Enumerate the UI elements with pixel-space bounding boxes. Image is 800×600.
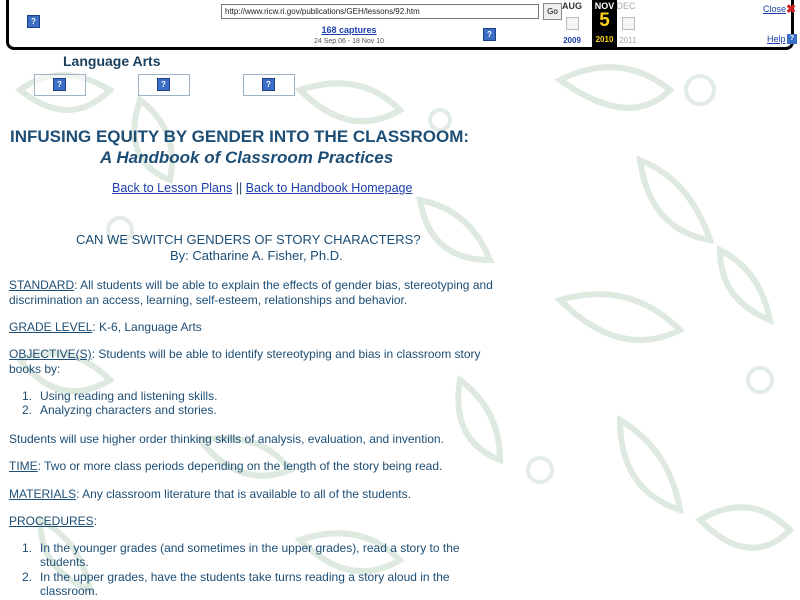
month-current: NOV [594,1,615,11]
list-item: 1. Using reading and listening skills. [22,389,218,403]
back-to-handbook-link[interactable]: Back to Handbook Homepage [245,181,413,195]
procedures-label: PROCEDURES [9,514,94,528]
close-link[interactable]: Close [763,4,787,14]
wayback-logo-icon[interactable]: ? [27,15,40,28]
captures-date-range: 24 Sep 06 - 18 Nov 10 [313,38,385,45]
missing-image-icon: ? [53,78,66,91]
procedures-text: : [93,514,98,528]
nav-image-box-1[interactable] [34,74,86,96]
year-current: 2010 [595,35,614,44]
link-separator: || [232,181,246,195]
lesson-title: CAN WE SWITCH GENDERS OF STORY CHARACTERS? [76,232,421,247]
nav-image-box-2[interactable] [138,74,190,96]
missing-image-icon: ? [157,78,170,91]
grade-text: : K-6, Language Arts [92,320,202,334]
back-to-lesson-plans-link[interactable]: Back to Lesson Plans [112,181,233,195]
help-link[interactable]: Help [767,34,786,44]
materials-text: : Any classroom literature that is available to all of the students. [76,487,411,501]
section-label: Language Arts [63,53,161,69]
list-item: 1. In the younger grades (and sometimes in the upper grades), read a story to the students. [22,541,460,569]
captures-link[interactable]: 168 captures [321,25,377,35]
sparkline-icon[interactable]: ? [483,28,496,41]
url-input[interactable]: http://www.ricw.ri.gov/publications/GEH/lessons/92.htm [221,4,539,19]
help-icon[interactable]: ? [787,34,797,44]
page-title: INFUSING EQUITY BY GENDER INTO THE CLASSROOM: [10,127,470,146]
list-item: 2. Analyzing characters and stories. [22,403,217,417]
procedures-paragraph [9,514,529,529]
objective-label: OBJECTIVE(S) [9,347,92,361]
missing-image-icon: ? [262,78,275,91]
wayback-toolbar [6,0,797,50]
materials-label: MATERIALS [9,487,77,501]
standard-paragraph [9,278,529,308]
higher-order-paragraph: Students will use higher order thinking skills of analysis, evaluation, and invention. [9,432,444,446]
lesson-author: By: Catharine A. Fisher, Ph.D. [170,248,343,263]
standard-text: : All students will be able to explain the effects of gender bias, stereotyping and discrimination an access, learning, self-esteem, relationships and behavior. [9,278,493,307]
close-icon[interactable]: ✖ [786,2,797,16]
month-prev[interactable]: AUG [562,1,582,11]
standard-label: STANDARD [9,278,75,292]
objective-text: : Students will be able to identify stereotyping and bias in classroom story books by: [9,347,481,376]
objective-list [22,389,502,417]
objective-paragraph [9,347,509,377]
nav-links [112,181,412,195]
year-next: 2011 [619,36,637,45]
list-item: 2. In the upper grades, have the students take turns reading a story aloud in the classroom. [22,570,450,598]
year-prev[interactable]: 2009 [563,36,581,45]
procedures-list [22,541,462,598]
grade-paragraph [9,320,529,335]
materials-paragraph [9,487,529,502]
prev-capture-box[interactable] [566,17,579,30]
page-subtitle: A Handbook of Classroom Practices [100,148,394,167]
grade-label: GRADE LEVEL [9,320,93,334]
time-text: : Two or more class periods depending on the length of the story being read. [37,459,443,473]
day-current: 5 [599,10,610,31]
time-paragraph [9,459,529,474]
go-button[interactable]: Go [543,3,562,20]
month-next: DEC [616,1,636,11]
time-label: TIME [9,459,38,473]
nav-image-box-3[interactable] [243,74,295,96]
next-capture-box [622,17,635,30]
